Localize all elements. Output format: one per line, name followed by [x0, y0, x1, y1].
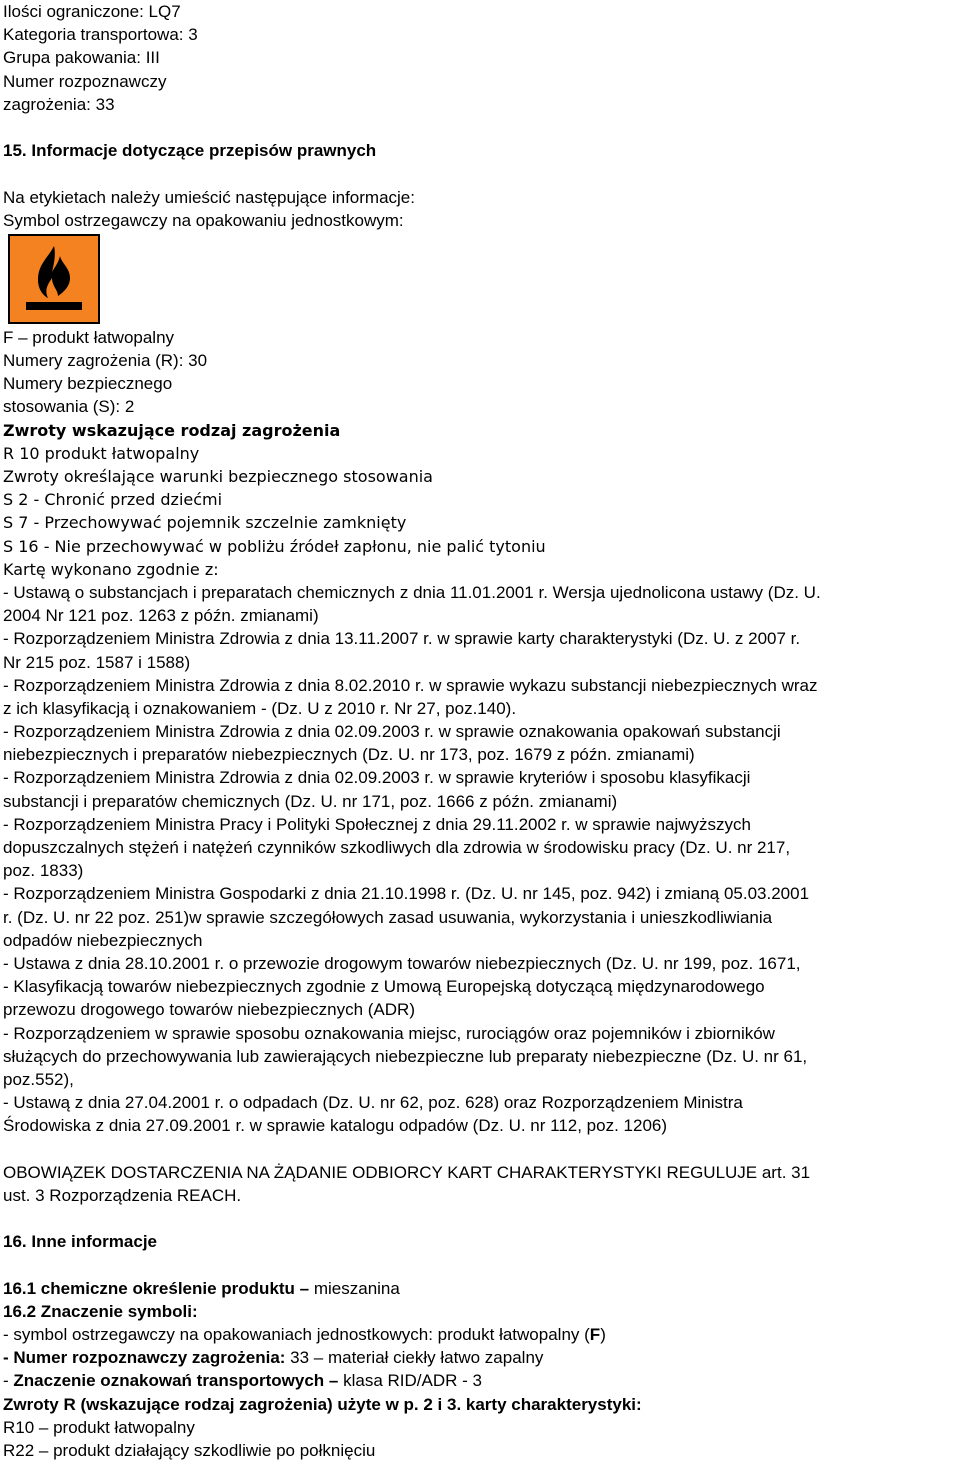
legal-line: - Rozporządzeniem Ministra Zdrowia z dnia 02.09.2003 r. w sprawie oznakowania opakowań substancji [3, 722, 781, 742]
legal-line: - Klasyfikacją towarów niebezpiecznych zgodnie z Umową Europejską dotyczącą międzynarodowego [3, 977, 765, 997]
packing-group: Grupa pakowania: III [3, 48, 160, 68]
hazard-symbol [3, 234, 955, 326]
legal-line: substancji i preparatów chemicznych (Dz. U. nr 171, poz. 1666 z późn. zmianami) [3, 791, 618, 811]
f-product: F – produkt łatwopalny [3, 327, 175, 347]
legal-line: - Rozporządzeniem Ministra Zdrowia z dnia 02.09.2003 r. w sprawie kryteriów i sposobu klasyfikacji [3, 768, 751, 788]
s-numbers-1: Numery bezpiecznego [3, 374, 173, 394]
flame-icon [8, 234, 100, 324]
hazard-number-meaning [3, 1346, 955, 1369]
document-page [3, 0, 955, 1462]
symbol-meaning-letter: F [589, 1324, 601, 1344]
legal-line: odpadów niebezpiecznych [3, 930, 203, 950]
legal-line: - Rozporządzeniem Ministra Zdrowia z dnia 8.02.2010 r. w sprawie wykazu substancji niebezpiecznych wraz [3, 675, 818, 695]
legal-line: poz. 1833) [3, 861, 84, 881]
r10-meaning: R10 – produkt łatwopalny [3, 1417, 195, 1437]
legal-line: 2004 Nr 121 poz. 1263 z późn. zmianami) [3, 606, 319, 626]
s16-1-label: 16.1 chemiczne określenie produktu – [3, 1278, 310, 1298]
section-16-title: 16. Inne informacje [3, 1232, 157, 1252]
symbol-meaning [3, 1323, 955, 1346]
limited-quantity: Ilości ograniczone: LQ7 [3, 2, 181, 21]
s16-phrase: S 16 - Nie przechowywać w pobliżu źródeł zapłonu, nie palić tytoniu [3, 536, 546, 556]
s7-phrase: S 7 - Przechowywać pojemnik szczelnie zamknięty [3, 513, 407, 533]
legal-line: niebezpiecznych i preparatów niebezpiecznych (Dz. U. nr 173, poz. 1679 z późn. zmianami) [3, 745, 695, 765]
legal-line: - Rozporządzeniem Ministra Gospodarki z dnia 21.10.1998 r. (Dz. U. nr 145, poz. 942) i zmianą 05.03.2001 [3, 884, 810, 904]
labels-intro: Na etykietach należy umieścić następujące informacje: [3, 187, 415, 207]
s-phrases-heading: Zwroty określające warunki bezpiecznego stosowania [3, 467, 433, 486]
legal-line: - Ustawą z dnia 27.04.2001 r. o odpadach (Dz. U. nr 62, poz. 628) oraz Rozporządzeniem Ministra [3, 1093, 743, 1113]
legal-line: dopuszczalnych stężeń i natężeń czynników szkodliwych dla zdrowia w środowisku pracy (Dz. U. nr 217, [3, 838, 791, 857]
legal-list [3, 581, 955, 1138]
reach-obligation-1: OBOWIĄZEK DOSTARCZENIA NA ŻĄDANIE ODBIORCY KART CHARAKTERYSTYKI REGULUJE art. 31 [3, 1162, 811, 1182]
r22-meaning: R22 – produkt działający szkodliwie po połknięciu [3, 1440, 376, 1460]
transport-marking-label: Znaczenie oznakowań transportowych – [13, 1371, 339, 1391]
legal-line: poz.552), [3, 1069, 74, 1089]
transport-marking-prefix: - [3, 1371, 14, 1391]
symbol-meaning-suffix: ) [600, 1324, 606, 1344]
r-phrases-heading: Zwroty wskazujące rodzaj zagrożenia [3, 420, 341, 440]
r-numbers: Numery zagrożenia (R): 30 [3, 351, 208, 371]
legal-line: - Rozporządzeniem Ministra Zdrowia z dnia 13.11.2007 r. w sprawie karty charakterystyki (Dz. U. z 2007 r. [3, 629, 801, 649]
transport-category: Kategoria transportowa: 3 [3, 25, 198, 45]
r-phrases-used: Zwroty R (wskazujące rodzaj zagrożenia) użyte w p. 2 i 3. karty charakterystyki: [3, 1394, 642, 1414]
section-15-title: 15. Informacje dotyczące przepisów prawnych [3, 141, 377, 161]
hazard-id-label: Numer rozpoznawczy [3, 71, 167, 91]
s16-1-value: mieszanina [309, 1278, 400, 1298]
hazard-id-value: zagrożenia: 33 [3, 94, 115, 114]
transport-marking-value: klasa RID/ADR - 3 [338, 1371, 482, 1391]
legal-line: - Ustawa z dnia 28.10.2001 r. o przewozie drogowym towarów niebezpiecznych (Dz. U. nr 199, poz. 1671, [3, 953, 801, 973]
symbol-meaning-prefix: - symbol ostrzegawczy na opakowaniach jednostkowych: produkt łatwopalny ( [3, 1324, 590, 1344]
transport-marking-meaning [3, 1369, 955, 1392]
legal-line: z ich klasyfikacją i oznakowaniem - (Dz. U z 2010 r. Nr 27, poz.140). [3, 698, 517, 718]
legal-line: Środowiska z dnia 27.09.2001 r. w sprawie katalogu odpadów (Dz. U. nr 112, poz. 1206) [3, 1116, 668, 1136]
legal-line: - Rozporządzeniem w sprawie sposobu oznakowania miejsc, rurociągów oraz pojemników i zbiorników [3, 1023, 775, 1043]
legal-line: r. (Dz. U. nr 22 poz. 251)w sprawie szczegółowych zasad usuwania, wykorzystania i unieszkodliwiania [3, 907, 773, 927]
card-basis: Kartę wykonano zgodnie z: [3, 559, 219, 579]
s-numbers-2: stosowania (S): 2 [3, 397, 135, 417]
hazard-number-label: - Numer rozpoznawczy zagrożenia: [3, 1348, 286, 1368]
symbol-intro: Symbol ostrzegawczy na opakowaniu jednostkowym: [3, 210, 404, 230]
legal-line: - Rozporządzeniem Ministra Pracy i Polityki Społecznej z dnia 29.11.2002 r. w sprawie najwyższych [3, 814, 752, 834]
s2-phrase: S 2 - Chronić przed dziećmi [3, 490, 223, 510]
hazard-number-value: 33 – materiał ciekły łatwo zapalny [285, 1348, 544, 1368]
legal-line: przewozu drogowego towarów niebezpiecznych (ADR) [3, 1000, 415, 1020]
legal-line: Nr 215 poz. 1587 i 1588) [3, 652, 191, 672]
r10-phrase: R 10 produkt łatwopalny [3, 443, 200, 463]
s16-2-label: 16.2 Znaczenie symboli: [3, 1301, 198, 1321]
legal-line: służących do przechowywania lub zawierających niebezpieczne lub preparaty niebezpieczne (Dz. U. nr 61, [3, 1046, 808, 1066]
reach-obligation-2: ust. 3 Rozporządzenia REACH. [3, 1185, 242, 1205]
legal-line: - Ustawą o substancjach i preparatach chemicznych z dnia 11.01.2001 r. Wersja ujednolicona ustawy (Dz. U. [3, 582, 821, 602]
s16-1 [3, 1277, 955, 1300]
